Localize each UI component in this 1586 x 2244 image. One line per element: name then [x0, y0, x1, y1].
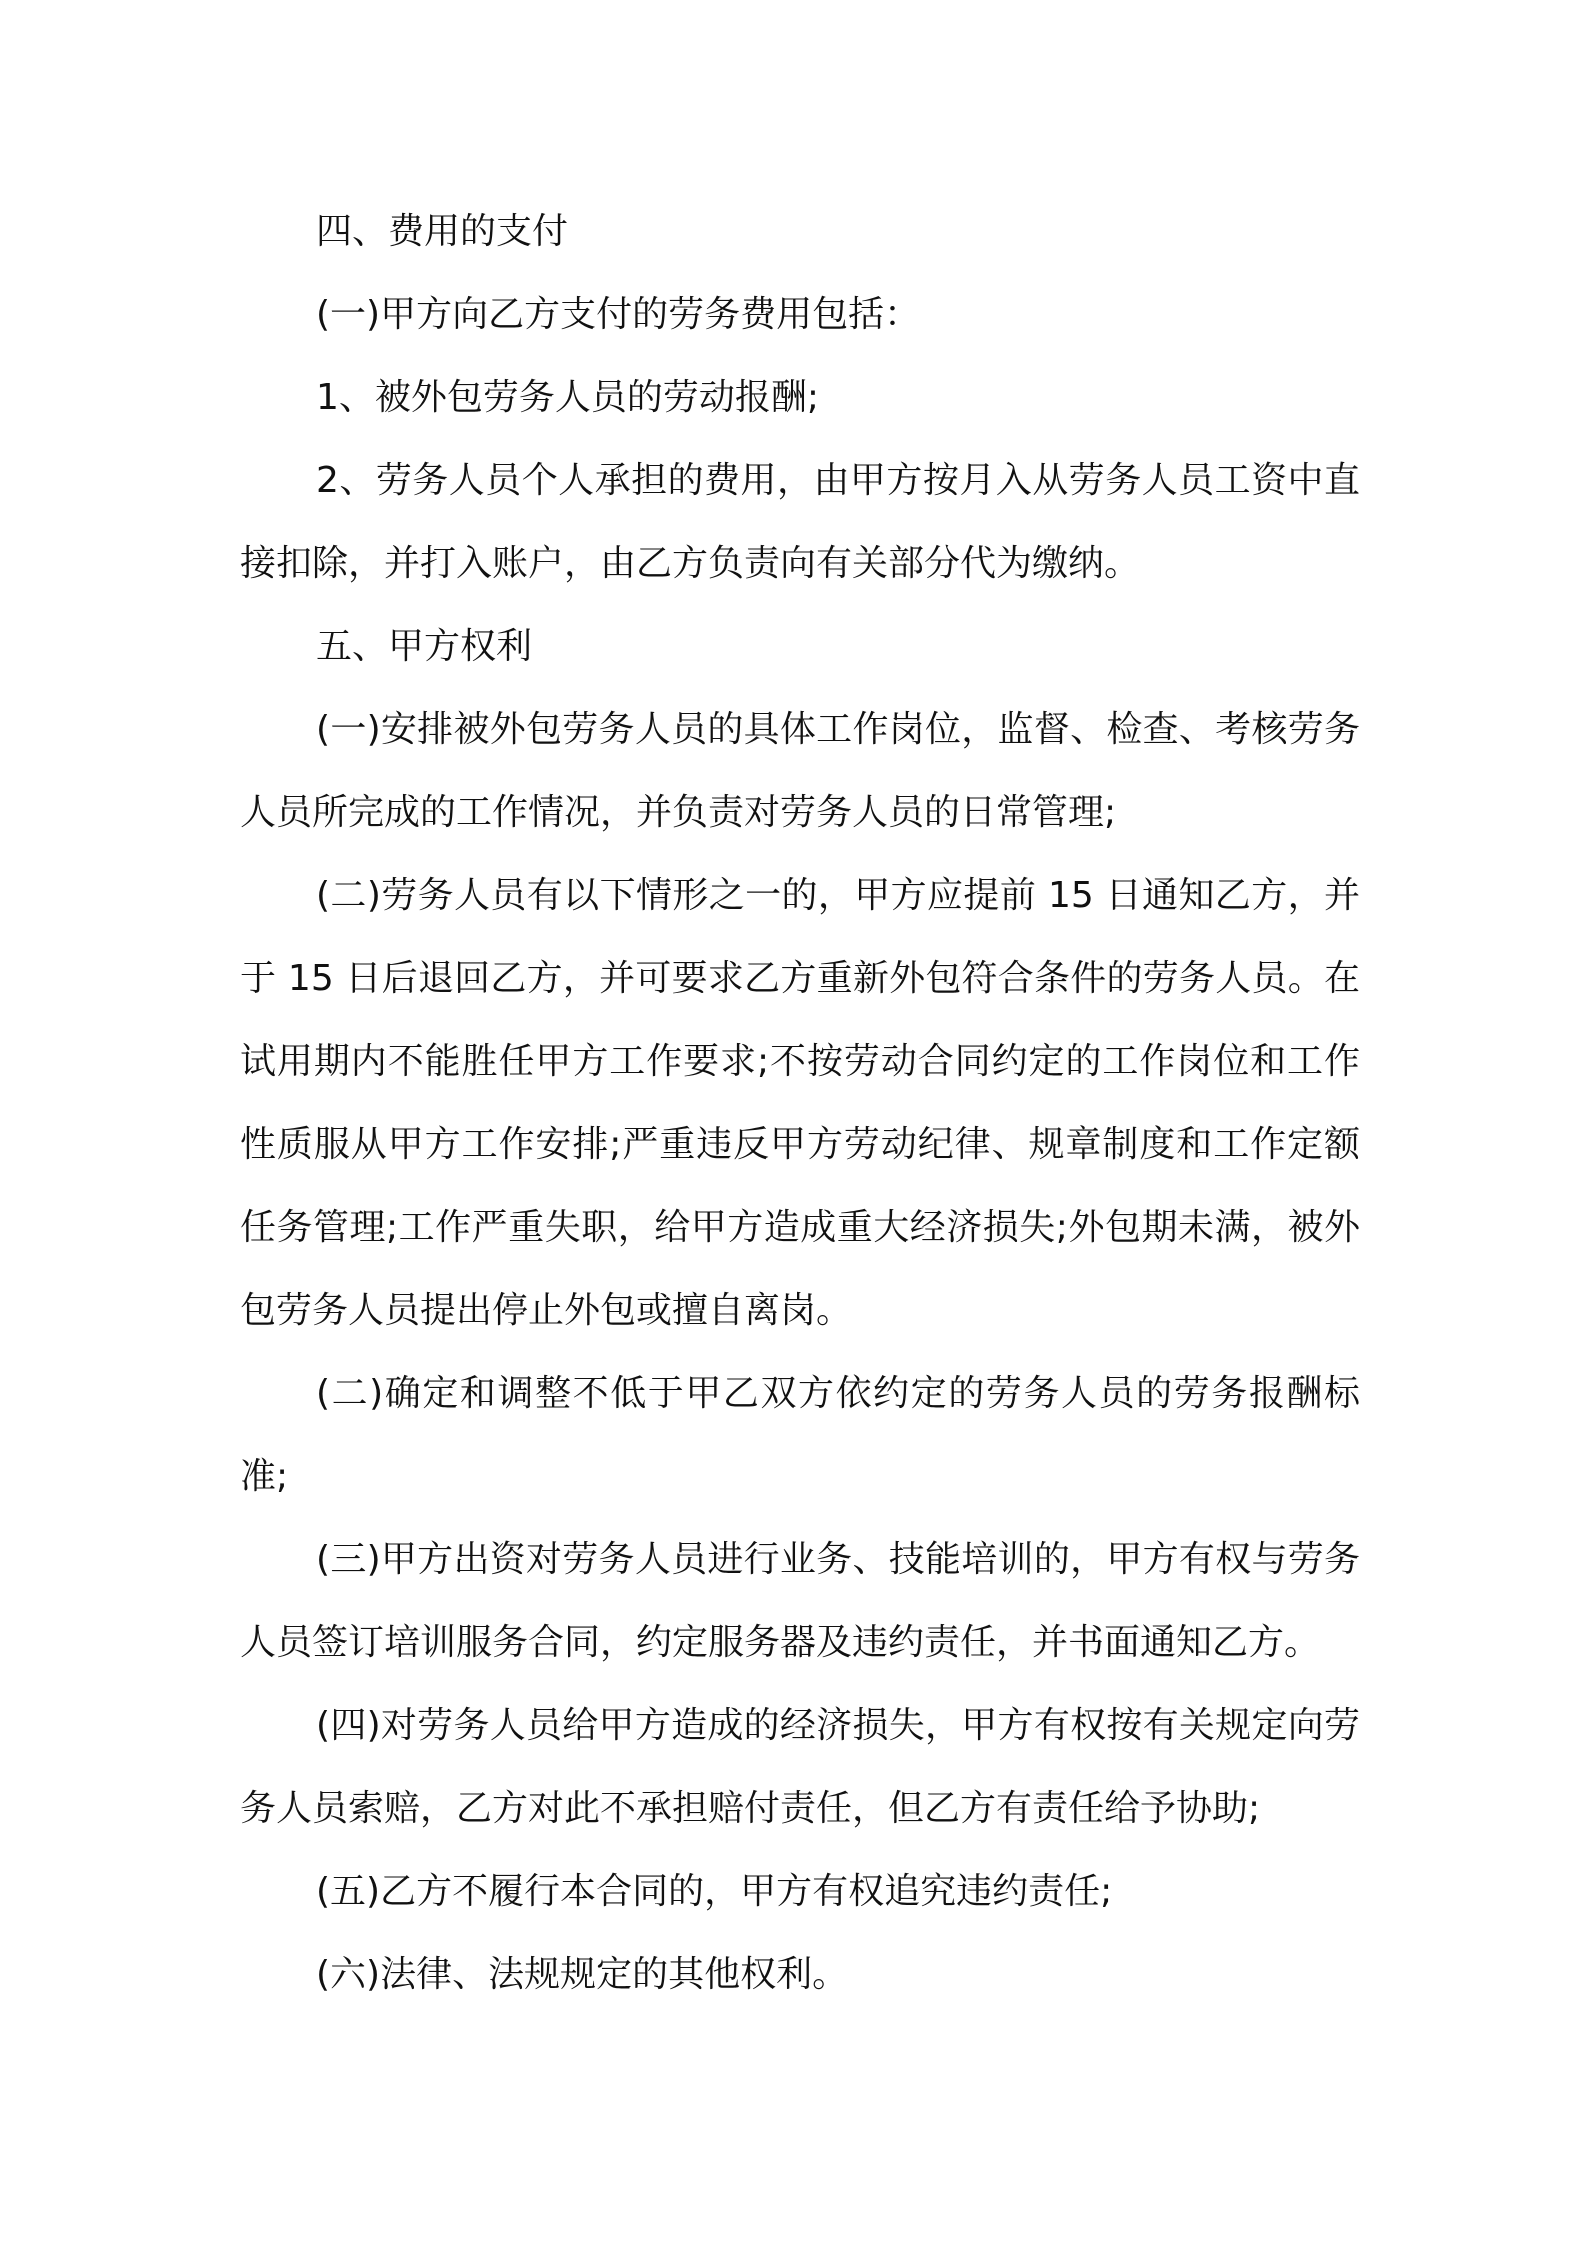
paragraph-fees-item-2: 2、劳务人员个人承担的费用，由甲方按月入从劳务人员工资中直接扣除，并打入账户，由乙方负责向有关部分代为缴纳。 — [240, 460, 1360, 584]
section-heading-fees: 四、费用的支付 — [316, 211, 569, 252]
paragraph-fees-intro: (一)甲方向乙方支付的劳务费用包括： — [316, 294, 921, 335]
paragraph-rights-2: (二)劳务人员有以下情形之一的，甲方应提前 15 日通知乙方，并于 15 日后退回乙方，并可要求乙方重新外包符合条件的劳务人员。在试用期内不能胜任甲方工作要求;不按劳动合同约定的工作岗位和工作性质服从甲方工作安排;严重违反甲方劳动纪律、规章制度和工作定额任务管理;工作严重失职，给甲方造成重大经济损失;外包期未满，被外包劳务人员提出停止外包或擅自离岗。 — [240, 875, 1360, 1331]
section-heading-rights: 五、甲方权利 — [316, 626, 533, 667]
paragraph-rights-1: (一)安排被外包劳务人员的具体工作岗位，监督、检查、考核劳务人员所完成的工作情况，并负责对劳务人员的日常管理; — [240, 709, 1360, 833]
paragraph-rights-4: (三)甲方出资对劳务人员进行业务、技能培训的，甲方有权与劳务人员签订培训服务合同，约定服务器及违约责任，并书面通知乙方。 — [240, 1539, 1360, 1663]
paragraph-rights-6: (五)乙方不履行本合同的，甲方有权追究违约责任; — [316, 1871, 1113, 1912]
paragraph-rights-5: (四)对劳务人员给甲方造成的经济损失，甲方有权按有关规定向劳务人员索赔，乙方对此不承担赔付责任，但乙方有责任给予协助; — [240, 1705, 1360, 1829]
paragraph-rights-7: (六)法律、法规规定的其他权利。 — [316, 1954, 849, 1995]
paragraph-fees-item-1: 1、被外包劳务人员的劳动报酬; — [316, 377, 820, 418]
paragraph-rights-3: (二)确定和调整不低于甲乙双方依约定的劳务人员的劳务报酬标准; — [240, 1373, 1360, 1497]
document-body — [240, 190, 1360, 2016]
